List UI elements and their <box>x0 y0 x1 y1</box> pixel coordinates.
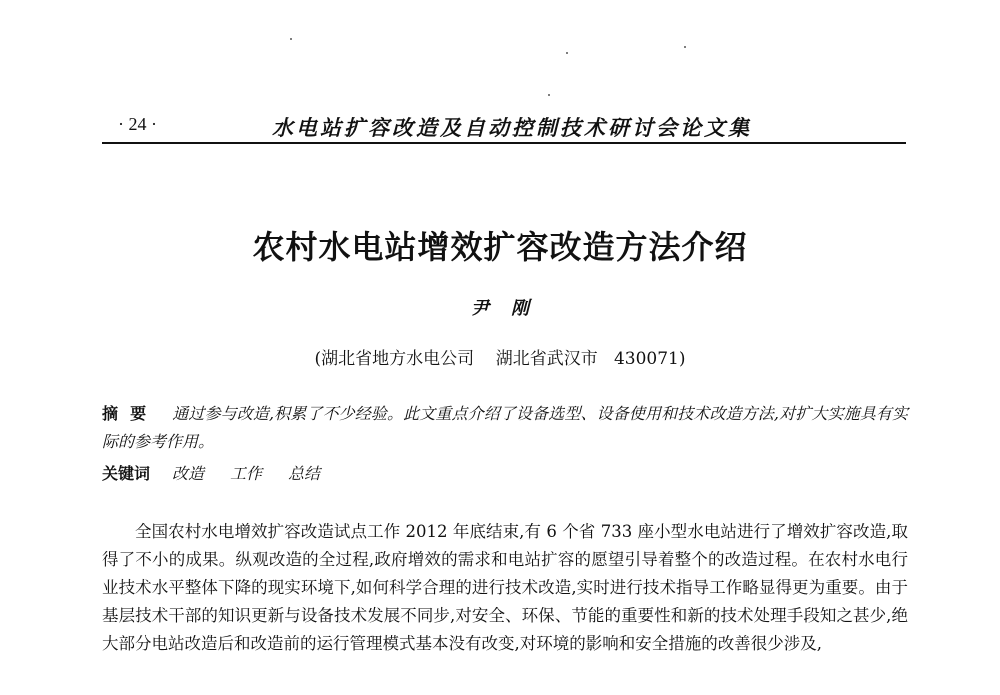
header-divider <box>102 142 906 144</box>
abstract-text: 通过参与改造,积累了不少经验。此文重点介绍了设备选型、设备使用和技术改造方法,对扩大实施具有实际的参考作用。 <box>102 404 908 451</box>
keyword: 总结 <box>288 464 321 483</box>
affiliation-org: (湖北省地方水电公司 <box>314 349 475 369</box>
running-header <box>102 108 906 142</box>
body-paragraph: 全国农村水电增效扩容改造试点工作 2012 年底结束,有 6 个省 733 座小型水电站进行了增效扩容改造,取得了不小的成果。纵观改造的全过程,政府增效的需求和电站扩容的愿望引导着整个的改造过程。在农村水电行业技术水平整体下降的现实环境下,如何科学合理的进行技术改造,实时进行技术指导工作略显得更为重要。由于基层技术干部的知识更新与设备技术发展不同步,对安全、环保、节能的重要性和新的技术处理手段知之甚少,绝大部分电站改造后和改造前的运行管理模式基本没有改变,对环境的影响和安全措施的改善很少涉及, <box>102 522 908 653</box>
scan-speck <box>548 94 550 96</box>
scan-speck <box>290 38 292 40</box>
abstract <box>102 400 908 456</box>
keywords-label: 关键词 <box>102 464 151 483</box>
journal-title: 水电站扩容改造及自动控制技术研讨会论文集 <box>272 115 752 140</box>
affiliation-city: 湖北省武汉市 <box>495 349 598 369</box>
scan-speck <box>684 46 686 48</box>
scan-speck <box>566 52 568 54</box>
affiliation <box>0 344 1000 369</box>
keyword: 改造 <box>172 464 205 483</box>
page-number: · 24 · <box>118 114 157 134</box>
abstract-label: 摘要 <box>102 404 159 423</box>
paper-title: 农村水电站增效扩容改造方法介绍 <box>252 228 748 266</box>
keywords <box>102 460 908 488</box>
affiliation-postcode: 430071) <box>613 349 686 369</box>
keyword: 工作 <box>230 464 263 483</box>
author-name: 尹刚 <box>471 298 551 319</box>
